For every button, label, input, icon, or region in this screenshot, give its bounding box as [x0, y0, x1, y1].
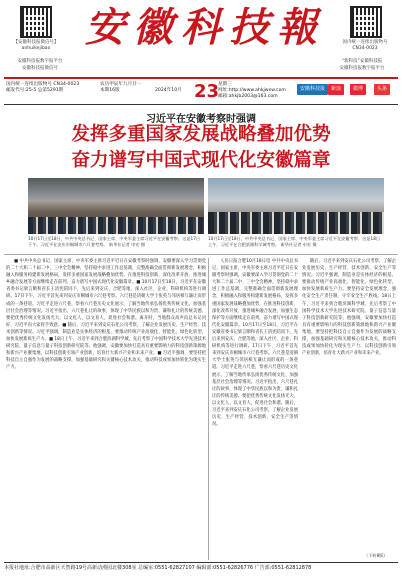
summary-column-left [6, 258, 206, 560]
info-rule [4, 104, 398, 105]
date-day: 23 [194, 81, 220, 102]
continued-note: （下转8版） [364, 553, 388, 558]
issn-text: 国内统一连续出版物号 CN34-0023 [6, 82, 80, 87]
brand-button[interactable]: 安徽科技报 [297, 84, 328, 95]
masthead-rule [4, 77, 398, 79]
right-qr-label-1: “新科技”安徽科技报 [341, 59, 383, 64]
digital-edition-qr-code-right [350, 6, 382, 38]
news-photo-liuchi-alley [28, 178, 204, 234]
right-qr-label-2: 安徽科技报数字报平台 [339, 66, 385, 71]
article-column-right [302, 258, 396, 552]
headline-main-1: 发挥多重国家发展战略叠加优势 [71, 124, 331, 145]
article-text-right: 随后，习近平来到安庆石化公司考察，了解企业发展历史、生产经营、技术创新、安全生产等情况。习近平强调，制造业是实体经济的根基，要推动传统产业高端化、智能化、绿色化转型，加快发展新质生产力。要坚持安全发展理念，强化安全生产责任制，守牢安全生产底线。18日上午，习近平来到合肥滨湖科学城，先后考察了中国科学技术大学先进技术研究院、量子信息与量子科技创新研究院等。他强调，安徽要加快打造具有重要影响力的科技创新策源地和新兴产业聚集地。要坚持把科技自立自强作为发展的战略支撑，加强基础研究和关键核心技术攻关，推动科技成果加快转化为现实生产力，以科技创新引领产业创新，培育壮大新兴产业和未来产业。 [302, 259, 396, 357]
photo-caption-left: 10月17日至18日，中共中央总书记、国家主席、中央军委主席习近平在安徽考察。这是17日下午，习近平在安庆市桐城市六尺巷考察。 新华社记者 申宏 摄 [28, 236, 201, 247]
news-photo-science-city [208, 178, 384, 234]
photo-crowd-area [28, 217, 204, 234]
summary-text: ■ 中共中央总书记、国家主席、中央军委主席习近平近日在安徽考察时强调，安徽要深入学习贯彻党的二十大和二十届二中、三中全会精神，坚持稳中求进工作总基调，完整准确全面贯彻新发展理念，积极融入和服务构建新发展格局，发挥多重国家发展战略叠加优势，在推进科技创新、深化改革开放、推进城乡融合发展等方面继续走在前列，奋力谱写中国式现代化安徽篇章。■ 10月17日至18日，习近平在安徽省委书记梁言顺和省长王清宪陪同下，先后来到安庆、合肥等地，深入社区、企业、科研机构等进行调研。17日下午，习近平首先来到安庆市桐城市六尺巷考察。六尺巷是清朝大学士张英与邻居相互谦让而形成的一条巷道。习近平走进六尺巷，察看六尺巷历史文化展示，了解当地传承弘扬优秀传统文化、加强基层社会治理等情况。习近平指出，六尺巷礼让的故事，体现了中华民族以和为贵、谦和礼让的传统美德，要把优秀传统文化发扬光大，以文化人、以文育人，促进社会和谐。离开时，当地群众高声向总书记问好，习近平向大家挥手致意。■ 随后，习近平来到安庆石化公司考察，了解企业发展历史、生产经营、技术创新等情况。习近平强调，制造业是实体经济的根基，要推动传统产业高端化、智能化、绿色化转型，加快发展新质生产力。■ 18日上午，习近平来到合肥滨湖科学城，先后考察了中国科学技术大学先进技术研究院、量子信息与量子科技创新研究院等。他强调，安徽要加快打造具有重要影响力的科技创新策源地和新兴产业聚集地，以科技创新引领产业创新，培育壮大新兴产业和未来产业。■ 习近平强调，要坚持把科技自立自强作为发展的战略支撑，加强基础研究和关键核心技术攻关，推动科技成果加快转化为现实生产力。 [6, 259, 206, 371]
left-qr-label-2: 安徽科技报微信号 [22, 66, 58, 71]
issue-info-left [6, 82, 86, 95]
headline-main-2: 奋力谱写中国式现代化安徽篇章 [71, 150, 331, 171]
photo-crowd-area [208, 212, 384, 234]
left-qr-label-1: 安徽科技报数字报平台 [17, 59, 63, 64]
column-divider [4, 254, 398, 255]
article-column-mid [212, 258, 298, 560]
footer-contact: 本报社地址:合肥市高新区天智路19号高新动漫园北楼308室 总编室:0551-62827107 编辑部:0551-62826776 广告部:0551-62812878 [4, 565, 312, 571]
sina-button[interactable]: 新浪 [328, 84, 344, 95]
toutiao-button[interactable]: 头条 [374, 84, 390, 95]
right-qr-caption-2: CN34-0023 [352, 46, 378, 51]
newspaper-masthead-logo: 安徽科技報 [85, 4, 325, 51]
email-address[interactable]: 邮箱:ahkjb2003@163.com [218, 94, 278, 99]
headline-kicker: 习近平在安徽考察时强调 [146, 114, 256, 125]
issue-number-text: 邮发代号:25-5 总第5291期 [6, 88, 64, 94]
footer-rule [4, 562, 398, 563]
column-divider-1 [208, 258, 209, 560]
left-qr-caption-2: anhuikejibao [21, 46, 51, 51]
date-year-month: 2024年10月 [155, 88, 182, 93]
lunar-date: 农历甲辰年九月廿一 [100, 82, 142, 87]
article-text-mid: 人民日报合肥10月18日电 中共中央总书记、国家主席、中央军委主席习近平近日在安徽考察时强调，安徽要深入学习贯彻党的二十大和二十届二中、三中全会精神，坚持稳中求进工作总基调，完整准确全面贯彻新发展理念，积极融入和服务构建新发展格局，发挥多重国家发展战略叠加优势，在推进科技创新、深化改革开放、推进城乡融合发展、加强生态保护等方面继续走在前列，奋力谱写中国式现代化安徽篇章。10月17日至18日，习近平在安徽省委书记梁言顺和省长王清宪陪同下，先后来到安庆、合肥等地，深入社区、企业、科研机构等进行调研。17日下午，习近平首先来到安庆市桐城市六尺巷考察。六尺巷是清朝大学士张英与邻居相互谦让而形成的一条巷道。习近平走进六尺巷，察看六尺巷历史文化展示，了解当地传承弘扬优秀传统文化、加强基层社会治理等情况。习近平指出，六尺巷礼让的故事，体现了中华民族以和为贵、谦和礼让的传统美德。要把优秀传统文化发扬光大，以文化人、以文育人，促进社会和谐。随后，习近平来到安庆石化公司考察，了解企业发展历史、生产经营、技术创新、安全生产等情况。 [212, 259, 298, 428]
left-qr-caption-1: 【安徽科技报微信号】 [13, 40, 59, 45]
wechat-qr-code-left [20, 6, 52, 38]
right-qr-caption-1: 国内统一连续出版物号 [342, 40, 388, 45]
website-url[interactable]: 网址:http://www.ahkjwxw.com [218, 88, 286, 93]
weekday: 星期三 [218, 82, 232, 87]
photo-caption-right: 10月17日至18日，中共中央总书记、国家主席、中央军委主席习近平在安徽考察。这是18日上午，习近平在合肥滨湖科学城考察。 新华社记者 申宏 摄 [208, 236, 381, 247]
weibo-button[interactable]: 微博 [350, 84, 366, 95]
page-count: 本期16版 [100, 88, 120, 94]
photo-roof-area [28, 178, 204, 200]
